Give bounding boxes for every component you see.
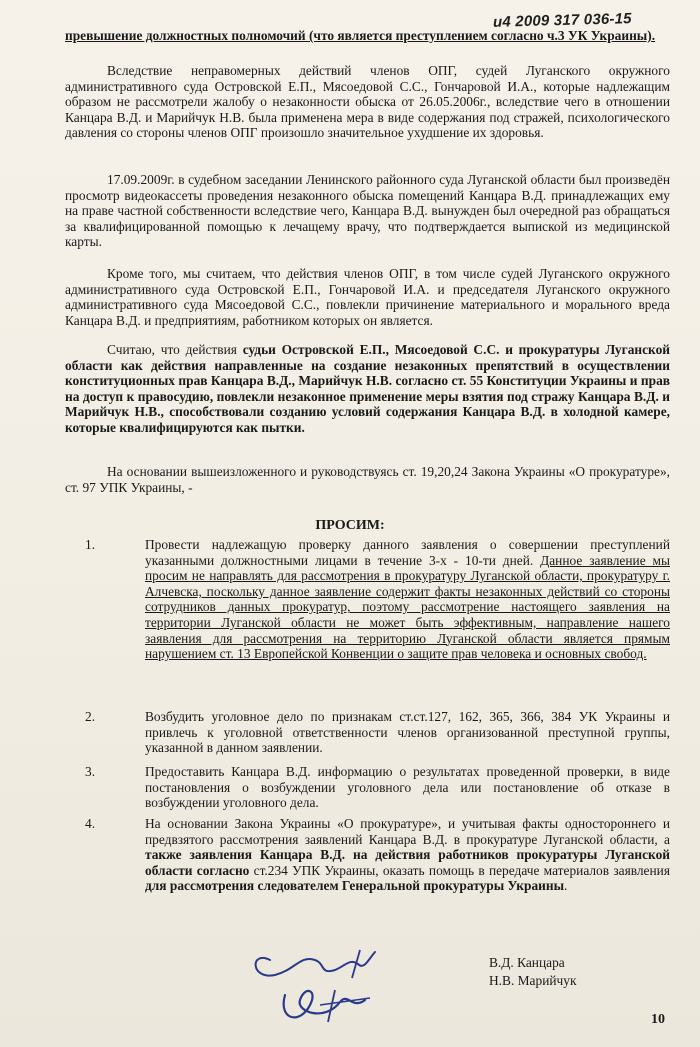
paragraph-1-text: Вследствие неправомерных действий членов ОПГ, судей Луганского окружного административного суда Островской Е.П., Мясоедовой С.С., Гончаровой И.А., которые надлежащим образом не рассмотрели жалобу о незаконности обыска от 26.05.2006г., вследствие чего в отношении Канцара В.Д. и Марийчук Н.В. была применена мера в виде содержания под стражей, психологического давления со стороны членов ОПГ произошло значительное ухудшение их здоровья. bbox=[65, 63, 670, 141]
paragraph-1 bbox=[65, 63, 670, 141]
paragraph-3-text: Кроме того, мы считаем, что действия членов ОПГ, в том числе судей Луганского окружного административного суда Островской Е.П., Гончаровой И.А. и председателя Луганского окружного административного суда Мясоедовой С.С., повлекли причинение материального и морального вреда Канцара В.Д. и предприятиям, работником которых он является. bbox=[65, 266, 670, 328]
item-number: 3. bbox=[85, 764, 96, 779]
item-underlined-text: Данное заявление мы просим не направлять для рассмотрения в прокуратуру Луганской области, прокуратуру г. Алчевска, поскольку данное заявление содержит факты незаконных действий со стороны сотрудников данных прокуратур, поэтому рассмотрение настоящего заявления на территории Луганской области не может быть эффективным, направление нашего заявления для рассмотрения на территорию Луганской области является прямым нарушением ст. 13 Европейской Конвенции о защите прав человека и основных свобод. bbox=[145, 552, 670, 662]
page-number: 10 bbox=[651, 1012, 665, 1027]
item-number: 2. bbox=[85, 709, 96, 724]
top-line: превышение должностных полномочий (что является преступлением согласно ч.3 УК Украины). bbox=[65, 28, 656, 43]
item-text bbox=[145, 816, 670, 894]
paragraph-3 bbox=[65, 266, 670, 328]
paragraph-4-text bbox=[65, 342, 670, 436]
signers-block bbox=[489, 954, 576, 990]
item-number: 4. bbox=[85, 816, 96, 831]
handwritten-signature bbox=[240, 930, 400, 1030]
paragraph-5 bbox=[65, 464, 670, 495]
item-number: 1. bbox=[85, 537, 96, 552]
signer-name: Н.В. Марийчук bbox=[489, 973, 577, 988]
item-bold-text-2: для рассмотрения следователем Генеральной прокуратуры Украины bbox=[145, 878, 565, 894]
paragraph-5-text: На основании вышеизложенного и руководствуясь ст. 19,20,24 Закона Украины «О прокуратуре», ст. 97 УПК Украины, - bbox=[65, 464, 670, 495]
item-text: Предоставить Канцара В.Д. информацию о результатах проведенной проверки, в виде постановления о возбуждении уголовного дела или постановление об отказе в возбуждении уголовного дела. bbox=[145, 764, 670, 811]
item-plain-text-3: . bbox=[564, 878, 568, 894]
item-plain-text: На основании Закона Украины «О прокуратуре», и учитывая факты одностороннего и предвзятого рассмотрения заявлений Канцара В.Д. в прокуратуре Луганской области, а bbox=[145, 816, 670, 847]
paragraph-2-text: 17.09.2009г. в судебном заседании Ленинского районного суда Луганской области был произведён просмотр видеокассеты проведения незаконного обыска помещений Канцара В.Д. принадлежащих ему на праве частной собственности вследствие чего, Канцара В.Д. вынужден был очередной раз обращаться за квалифицированной помощью к лечащему врачу, что подтверждается выпиской из медицинской карты. bbox=[65, 172, 670, 250]
registration-stamp: u4 2009 317 036-15 bbox=[492, 10, 632, 31]
request-heading: ПРОСИМ: bbox=[315, 518, 385, 533]
item-text: Возбудить уголовное дело по признакам ст.ст.127, 162, 365, 366, 384 УК Украины и привлечь к уголовной ответственности членов организованной преступной группы, указанной в данном заявлении. bbox=[145, 709, 670, 756]
paragraph-4 bbox=[65, 342, 670, 436]
paragraph-4-lead: Считаю, что действия bbox=[107, 342, 243, 357]
item-plain-text-2: ст.234 УПК Украины, оказать помощь в передаче материалов заявления bbox=[249, 862, 670, 878]
item-bold-text: также заявления Канцара В.Д. на действия работников прокуратуры Луганской области согласно bbox=[145, 847, 670, 878]
paragraph-2 bbox=[65, 172, 670, 250]
paragraph-4-bold: судьи Островской Е.П., Мясоедовой С.С. и прокуратуры Луганской области как действия направленные на создание незаконных препятствий в осуществлении конституционных прав Канцара В.Д., Марийчук Н.В. согласно ст. 55 Конституции Украины и прав на доступ к правосудию, повлекли незаконное применение меры взятия под стражу Канцара В.Д. и Марийчук Н.В., способствовали созданию условий содержания Канцара В.Д. в холодной камере, которые квалифицируются как пытки. bbox=[65, 342, 671, 435]
signer-name: В.Д. Канцара bbox=[489, 955, 565, 970]
item-plain-text: Провести надлежащую проверку данного заявления о совершении преступлений указанными должностными лицами в течение 3-х - 10-ти дней. bbox=[145, 537, 670, 568]
item-text bbox=[145, 537, 670, 662]
